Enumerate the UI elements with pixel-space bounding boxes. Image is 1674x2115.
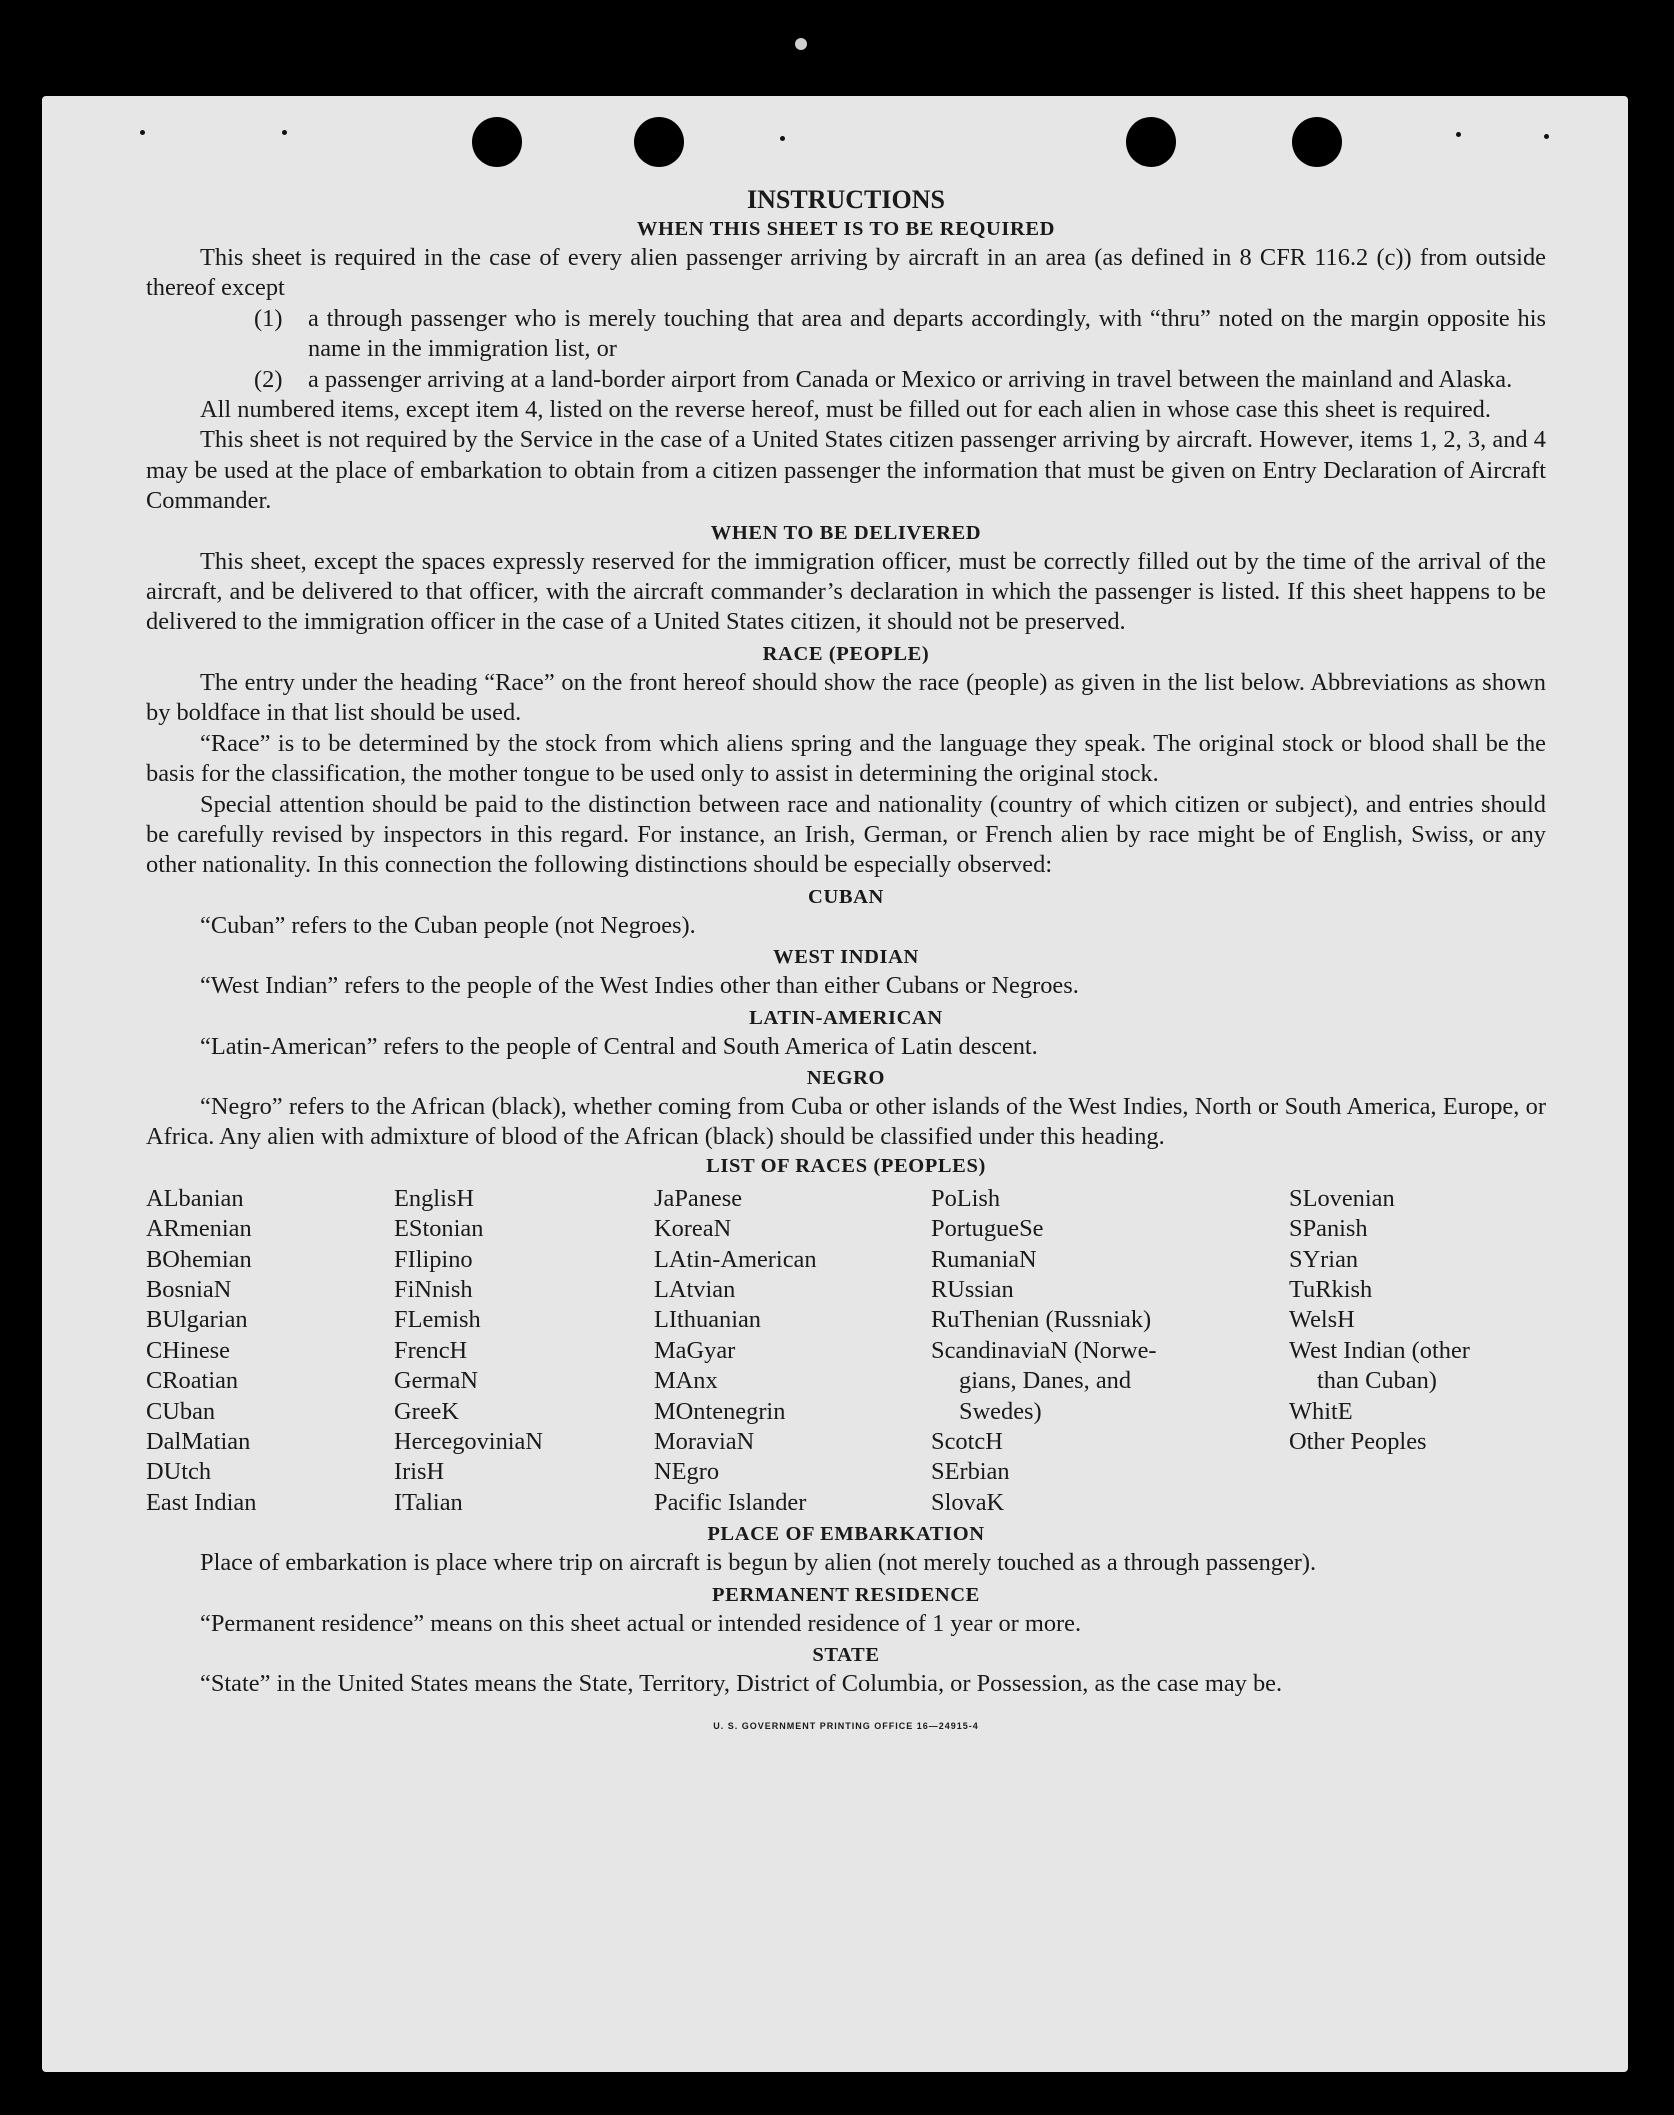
paragraph: “Latin-American” refers to the people of Central and South America of Latin descent. [200, 1032, 1038, 1060]
race-entry: FLemish [394, 1306, 481, 1334]
punch-hole [1292, 117, 1342, 167]
race-entry: PortugueSe [931, 1215, 1044, 1243]
paragraph: “Permanent residence” means on this sheet actual or intended residence of 1 year or more. [200, 1609, 1082, 1637]
instructions-body [146, 184, 1546, 1742]
race-entry: SlovaK [931, 1488, 1005, 1516]
paragraph: “Negro” refers to the African (black), whether coming from Cuba or other islands of the West Indies, North or South America, Europe, or Africa. Any alien with admixture of blood of the African (black) should be classified under this heading. [146, 1092, 1546, 1151]
paragraph: All numbered items, except item 4, listed on the reverse hereof, must be filled out for each alien in whose case this sheet is required. [200, 396, 1491, 424]
race-entry: GreeK [394, 1397, 460, 1425]
list-item [254, 365, 1546, 395]
race-entry: ITalian [394, 1488, 463, 1516]
race-entry: RumaniaN [931, 1245, 1037, 1273]
race-entry: KoreaN [654, 1215, 732, 1243]
race-entry: ScotcH [931, 1428, 1003, 1455]
race-entry: Pacific Islander [654, 1488, 807, 1516]
speck [780, 136, 785, 141]
race-entry: MAnx [654, 1367, 718, 1395]
race-entry: FIlipino [394, 1245, 473, 1273]
paragraph: The entry under the heading “Race” on the front hereof should show the race (people) as given in the list below. Abbreviations as shown by boldface in that list should be used. [146, 668, 1546, 727]
speck [1456, 132, 1461, 137]
race-entry: HercegoviniaN [394, 1428, 543, 1455]
race-entry: JaPanese [654, 1184, 743, 1212]
section-heading: RACE (PEOPLE) [762, 642, 930, 665]
race-entry: EnglisH [394, 1184, 474, 1212]
section-heading: PERMANENT RESIDENCE [712, 1583, 980, 1606]
section-heading: NEGRO [806, 1066, 886, 1089]
race-entry: PoLish [931, 1184, 1001, 1212]
races-column [931, 1184, 1289, 1518]
printer-imprint: U. S. GOVERNMENT PRINTING OFFICE 16—24915-4 [713, 1721, 979, 1732]
paragraph: Place of embarkation is place where trip on aircraft is begun by alien (not merely touched as a through passenger). [200, 1549, 1317, 1577]
race-entry: GermaN [394, 1367, 478, 1395]
race-entry: MaGyar [654, 1336, 736, 1364]
race-entry: DalMatian [146, 1428, 251, 1455]
binder-dot [795, 38, 807, 50]
race-entry: RUssian [931, 1275, 1014, 1303]
race-entry: East Indian [146, 1488, 257, 1516]
race-entry: SLovenian [1289, 1184, 1395, 1212]
race-entry: MoraviaN [654, 1428, 755, 1455]
item-text: a through passenger who is merely touching that area and departs accordingly, with “thru” noted on the margin opposite his name in the immigration list, or [308, 304, 1546, 363]
item-number: (2) [254, 365, 283, 393]
race-entry: BosniaN [146, 1275, 232, 1303]
item-text: a passenger arriving at a land-border airport from Canada or Mexico or arriving in travel between the mainland and Alaska. [308, 365, 1513, 393]
section-heading: LATIN-AMERICAN [749, 1006, 943, 1029]
race-entry: RuThenian (Russniak) [931, 1306, 1152, 1334]
race-entry: CHinese [146, 1336, 230, 1364]
race-entry: EStonian [394, 1215, 484, 1243]
race-entry: ARmenian [146, 1215, 252, 1243]
race-entry: WelsH [1289, 1306, 1355, 1334]
document-sheet [42, 96, 1628, 2072]
race-entry: FrencH [394, 1336, 468, 1364]
paragraph: “Cuban” refers to the Cuban people (not Negroes). [200, 911, 696, 939]
race-entry: WhitE [1289, 1397, 1353, 1425]
paragraph: This sheet is required in the case of every alien passenger arriving by aircraft in an area (as defined in 8 CFR 116.2 (c)) from outside thereof except [146, 244, 1546, 302]
races-list [146, 1184, 1546, 1518]
races-column [146, 1184, 394, 1518]
race-entry: CRoatian [146, 1367, 239, 1395]
race-entry: DUtch [146, 1458, 212, 1486]
race-entry: Other Peoples [1289, 1428, 1427, 1455]
section-heading: PLACE OF EMBARKATION [707, 1523, 985, 1546]
race-entry: BOhemian [146, 1245, 252, 1273]
section-heading: LIST OF RACES (PEOPLES) [706, 1154, 986, 1177]
race-entry: LAtvian [654, 1275, 736, 1303]
race-entry: MOntenegrin [654, 1397, 786, 1425]
section-heading: WEST INDIAN [773, 946, 919, 969]
race-entry: LIthuanian [654, 1306, 762, 1334]
paragraph: “State” in the United States means the State, Territory, District of Columbia, or Possession, as the case may be. [200, 1670, 1283, 1698]
race-entry: ALbanian [146, 1184, 244, 1212]
list-item [254, 304, 1546, 365]
races-column [394, 1184, 654, 1518]
races-column [1289, 1184, 1539, 1518]
section-heading: WHEN TO BE DELIVERED [710, 521, 982, 544]
paragraph: Special attention should be paid to the distinction between race and nationality (country of which citizen or subject), and entries should be carefully revised by inspectors in this regard. For instance, an Irish, German, or French alien by race might be of English, Swiss, or any other nationality. In this connection the following distinctions should be especially observed: [146, 790, 1546, 879]
paragraph: This sheet is not required by the Service in the case of a United States citizen passenger arriving by aircraft. However, items 1, 2, 3, and 4 may be used at the place of embarkation to obtain from a citizen passenger the information that must be given on Entry Declaration of Aircraft Commander. [146, 426, 1546, 515]
paragraph: “West Indian” refers to the people of the West Indies other than either Cubans or Negroes. [200, 972, 1079, 1000]
race-entry: CUban [146, 1397, 216, 1425]
punch-hole [472, 117, 522, 167]
race-entry: SYrian [1289, 1245, 1359, 1273]
punch-hole [634, 117, 684, 167]
race-entry: FiNnish [394, 1275, 473, 1303]
race-entry: IrisH [394, 1458, 445, 1486]
race-entry: than Cuban) [1317, 1367, 1437, 1395]
race-entry: gians, Danes, and [959, 1367, 1132, 1395]
section-heading: WHEN THIS SHEET IS TO BE REQUIRED [636, 218, 1056, 240]
speck [1544, 134, 1549, 139]
race-entry: West Indian (other [1289, 1336, 1470, 1364]
race-entry: TuRkish [1289, 1275, 1373, 1303]
speck [140, 130, 145, 135]
paragraph: “Race” is to be determined by the stock from which aliens spring and the language they speak. The original stock or blood shall be the basis for the classification, the mother tongue to be used only to assist in determining the original stock. [146, 729, 1546, 788]
speck [282, 130, 287, 135]
race-entry: Swedes) [959, 1397, 1042, 1425]
race-entry: ScandinaviaN (Norwe- [931, 1336, 1157, 1364]
punch-hole [1126, 117, 1176, 167]
section-heading: CUBAN [808, 885, 884, 908]
item-number: (1) [254, 304, 283, 332]
race-entry: SPanish [1289, 1215, 1368, 1243]
race-entry: BUlgarian [146, 1306, 248, 1334]
section-heading: STATE [812, 1644, 880, 1667]
page-title: INSTRUCTIONS [747, 185, 945, 214]
race-entry: LAtin-American [654, 1245, 817, 1273]
races-column [654, 1184, 931, 1518]
race-entry: SErbian [931, 1458, 1010, 1486]
paragraph: This sheet, except the spaces expressly reserved for the immigration officer, must be correctly filled out by the time of the arrival of the aircraft, and be delivered to that officer, with the aircraft commander’s declaration in which the passenger is listed. If this sheet happens to be delivered to the immigration officer in the case of a United States citizen, it should not be preserved. [146, 547, 1546, 636]
race-entry: NEgro [654, 1458, 720, 1486]
